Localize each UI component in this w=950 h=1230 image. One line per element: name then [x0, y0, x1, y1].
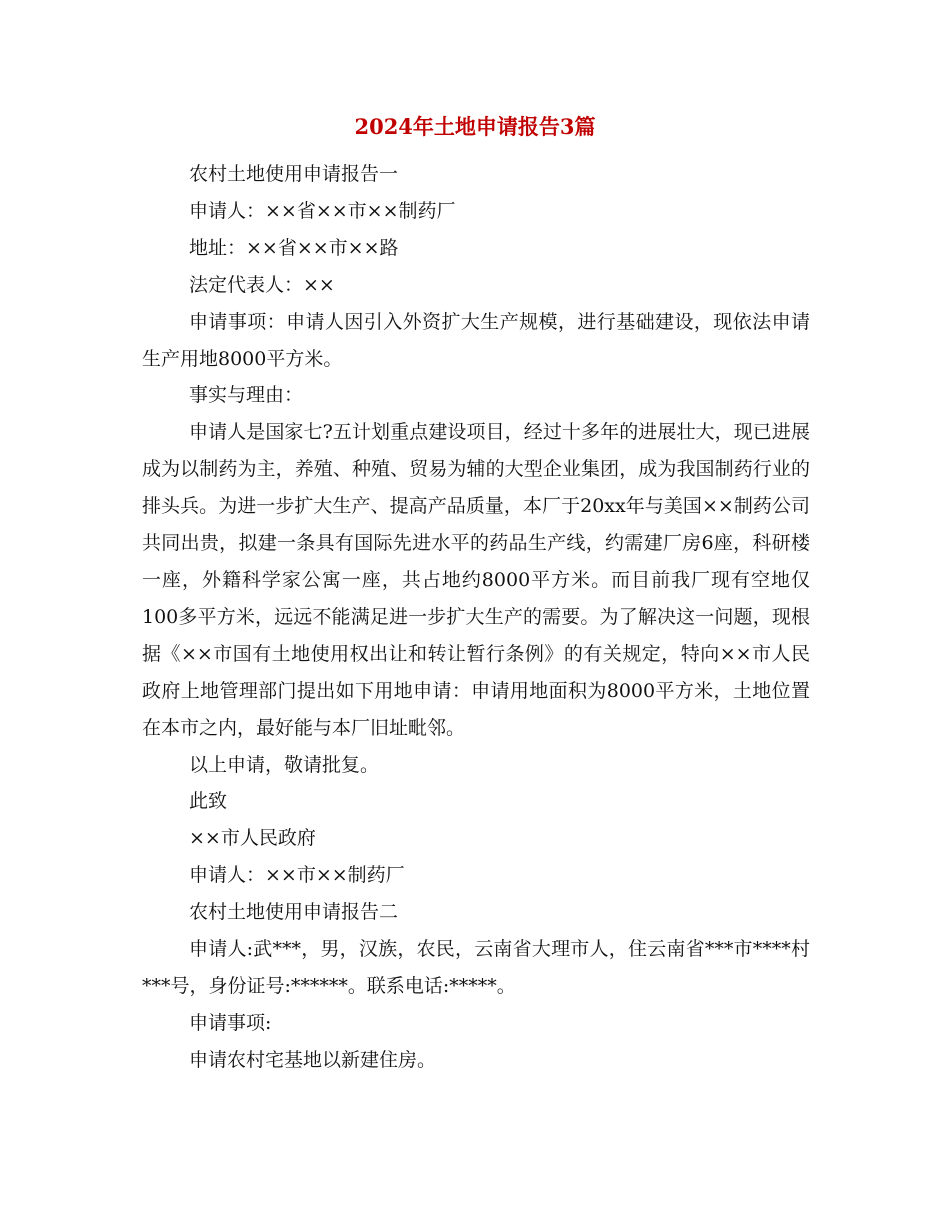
paragraph-applicant-two: 申请人:武***，男，汉族，农民，云南省大理市人，住云南省***市****村***号，身份证号:******。联系电话:*****。 — [142, 938, 810, 997]
paragraph-salutation: 此致 — [189, 790, 228, 813]
paragraph-report-one-heading: 农村土地使用申请报告一 — [189, 163, 399, 185]
paragraph-signature-applicant: 申请人：××市××制药厂 — [189, 864, 405, 887]
paragraph-facts-heading: 事实与理由： — [189, 384, 304, 407]
paragraph-facts-body: 申请人是国家七?五计划重点建设项目，经过十多年的进展壮大，现已进展成为以制药为主，养殖、种殖、贸易为辅的大型企业集团，成为我国制药行业的排头兵。为进一步扩大生产、提高产品质量，本厂于20xx年与美国××制药公司共同出贵，拟建一条具有国际先进水平的药品生产线，约需建厂房6座，科研楼一座，外籍科学家公寓一座，共占地约8000平方米。而目前我厂现有空地仅100多平方米，远远不能满足进一步扩大生产的需要。为了解决这一问题，现根据《××市国有土地使用权出让和转让暂行条例》的有关规定，特向××市人民政府上地管理部门提出如下用地申请：申请用地面积为8000平方米，土地位置在本市之内，最好能与本厂旧址毗邻。 — [142, 421, 810, 739]
paragraph-applicant: 申请人：××省××市××制药厂 — [189, 199, 456, 222]
paragraph-address: 地址：××省××市××路 — [189, 236, 399, 259]
document-title: 2024年土地申请报告3篇 — [354, 114, 596, 139]
paragraph-legal-representative: 法定代表人：×× — [189, 273, 335, 296]
paragraph-application-matter-two-heading: 申请事项: — [189, 1011, 272, 1034]
paragraph-application-matter-two: 申请农村宅基地以新建住房。 — [189, 1048, 437, 1071]
document-body — [142, 156, 810, 1079]
paragraph-recipient: ××市人民政府 — [189, 827, 316, 850]
paragraph-report-two-heading: 农村土地使用申请报告二 — [189, 901, 399, 924]
paragraph-application-matter: 申请事项：申请人因引入外资扩大生产规模，进行基础建设，现依法申请生产用地8000平方米。 — [142, 310, 810, 370]
paragraph-request-approval: 以上申请，敬请批复。 — [189, 753, 380, 776]
